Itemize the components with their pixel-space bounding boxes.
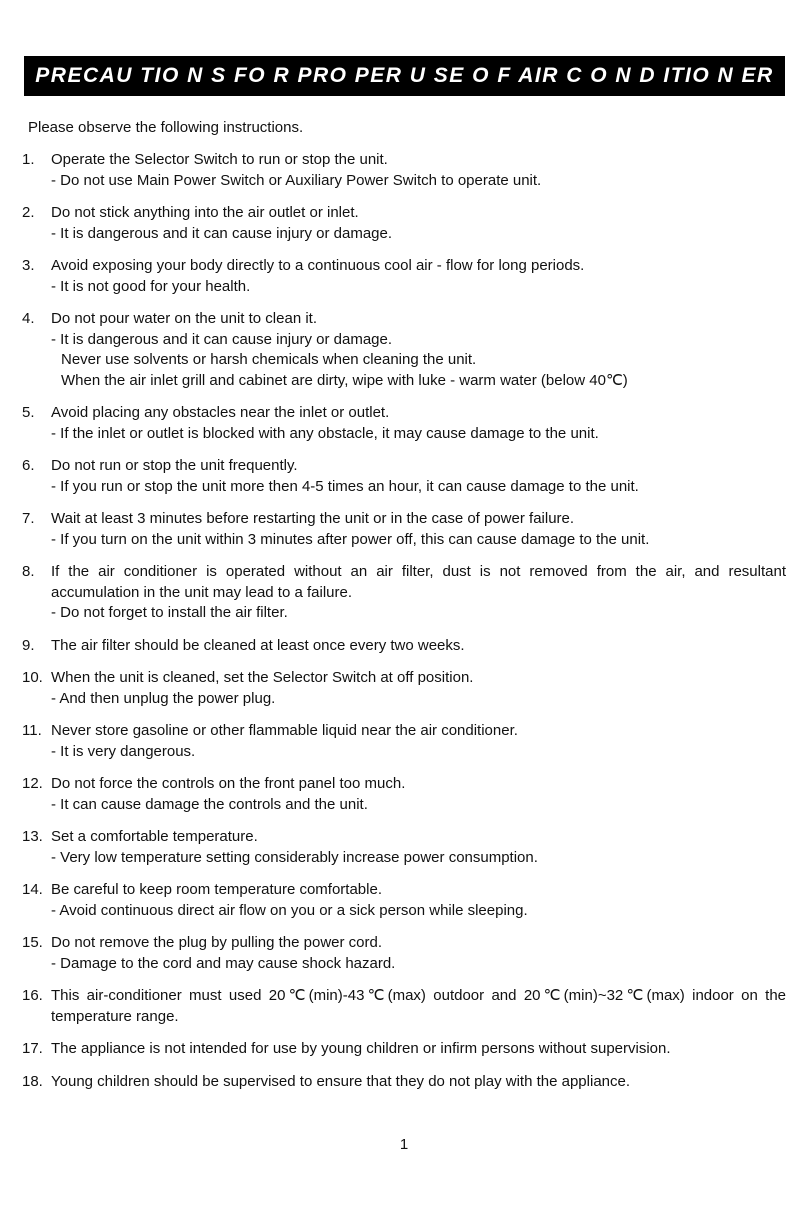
item-body [51,403,786,444]
item-body [51,256,786,297]
list-item [22,456,786,497]
item-body [51,456,786,497]
item-body [51,668,786,709]
item-number: 3. [22,257,35,274]
list-item [22,509,786,550]
item-line: - It is very dangerous. [51,742,196,760]
item-body [51,509,786,550]
item-number: 12. [22,775,43,792]
item-line: - Very low temperature setting considerably increase power consumption. [51,848,538,866]
item-number: 6. [22,457,35,474]
item-line: When the air inlet grill and cabinet are dirty, wipe with luke - warm water (below 40℃) [61,371,628,389]
item-line: Do not run or stop the unit frequently. [51,457,298,474]
item-line: The air filter should be cleaned at least once every two weeks. [51,636,465,654]
item-line: Operate the Selector Switch to run or stop the unit. [51,151,388,168]
item-line: Wait at least 3 minutes before restarting the unit or in the case of power failure. [51,510,575,527]
item-number: 4. [22,310,35,327]
list-item [22,880,786,921]
item-line: - If you run or stop the unit more then 4-5 times an hour, it can cause damage to the unit. [51,477,639,495]
list-item [22,1039,786,1060]
item-line: Do not force the controls on the front panel too much. [51,775,406,792]
item-number: 7. [22,510,35,527]
item-line: Never store gasoline or other flammable liquid near the air conditioner. [51,722,518,739]
item-line: Avoid exposing your body directly to a continuous cool air - flow for long periods. [51,257,585,274]
item-number: 13. [22,828,43,845]
item-line: - Damage to the cord and may cause shock hazard. [51,954,396,972]
item-line: - It is dangerous and it can cause injury or damage. [51,330,393,348]
list-item [22,256,786,297]
item-body [51,880,786,921]
item-line: - It is not good for your health. [51,277,251,295]
item-body [51,1072,786,1093]
item-body [51,203,786,244]
item-line: - If the inlet or outlet is blocked with any obstacle, it may cause damage to the unit. [51,424,599,442]
item-body [51,562,786,624]
list-item [22,636,786,657]
item-number: 11. [22,722,42,739]
item-body [51,933,786,974]
list-item [22,203,786,244]
list-item [22,668,786,709]
list-item [22,933,786,974]
intro-text: Please observe the following instructions. [28,119,304,136]
list-item [22,827,786,868]
list-item [22,721,786,762]
item-number: 17. [22,1040,43,1057]
item-number: 9. [22,636,35,654]
item-line: - It is dangerous and it can cause injury or damage. [51,224,393,242]
item-number: 2. [22,204,35,221]
item-number: 10. [22,669,43,686]
item-body [51,1039,786,1060]
item-line: - And then unplug the power plug. [51,689,276,707]
item-line: - Do not forget to install the air filter. [51,604,288,621]
item-body [51,309,786,391]
item-line: Young children should be supervised to ensure that they do not play with the appliance. [51,1072,631,1090]
item-body [51,150,786,191]
item-line: Avoid placing any obstacles near the inlet or outlet. [51,404,390,421]
item-line: Do not pour water on the unit to clean it. [51,310,317,327]
item-line: The appliance is not intended for use by young children or infirm persons without supervision. [51,1040,671,1057]
page-title: PRECAU TIO N S FO R PRO PER U SE O F AIR C O N D ITIO N ER [35,64,774,87]
list-item [22,309,786,391]
title-banner [24,56,785,96]
item-line: Be careful to keep room temperature comfortable. [51,881,382,898]
list-item [22,562,786,624]
page-number: 1 [399,1136,409,1153]
item-number: 16. [22,987,43,1004]
item-body [51,721,786,762]
item-number: 15. [22,934,43,951]
item-line: This air-conditioner must used 20℃(min)-43℃(max) outdoor and 20℃(min)~32℃(max) indoor on the temperature range. [51,987,786,1025]
precaution-list [22,150,786,1104]
item-number: 14. [22,881,43,898]
item-line: Never use solvents or harsh chemicals when cleaning the unit. [61,351,477,368]
item-number: 18. [22,1072,43,1090]
item-line: - Avoid continuous direct air flow on you or a sick person while sleeping. [51,901,528,919]
item-line: Do not stick anything into the air outlet or inlet. [51,204,359,221]
list-item [22,986,786,1027]
list-item [22,403,786,444]
item-line: Do not remove the plug by pulling the power cord. [51,934,383,951]
list-item [22,1072,786,1093]
item-number: 8. [22,563,35,580]
item-line: Set a comfortable temperature. [51,828,258,845]
item-number: 5. [22,404,35,421]
item-body [51,827,786,868]
item-line: When the unit is cleaned, set the Selector Switch at off position. [51,669,474,686]
item-body [51,774,786,815]
item-line: If the air conditioner is operated without an air filter, dust is not removed from the air, and resultant accumulation in the unit may lead to a failure. [51,563,786,601]
item-line: - If you turn on the unit within 3 minutes after power off, this can cause damage to the unit. [51,530,650,548]
item-line: - Do not use Main Power Switch or Auxiliary Power Switch to operate unit. [51,171,542,189]
item-number: 1. [22,151,35,168]
item-line: - It can cause damage the controls and the unit. [51,795,368,813]
item-body [51,636,786,657]
list-item [22,150,786,191]
list-item [22,774,786,815]
item-body [51,986,786,1027]
